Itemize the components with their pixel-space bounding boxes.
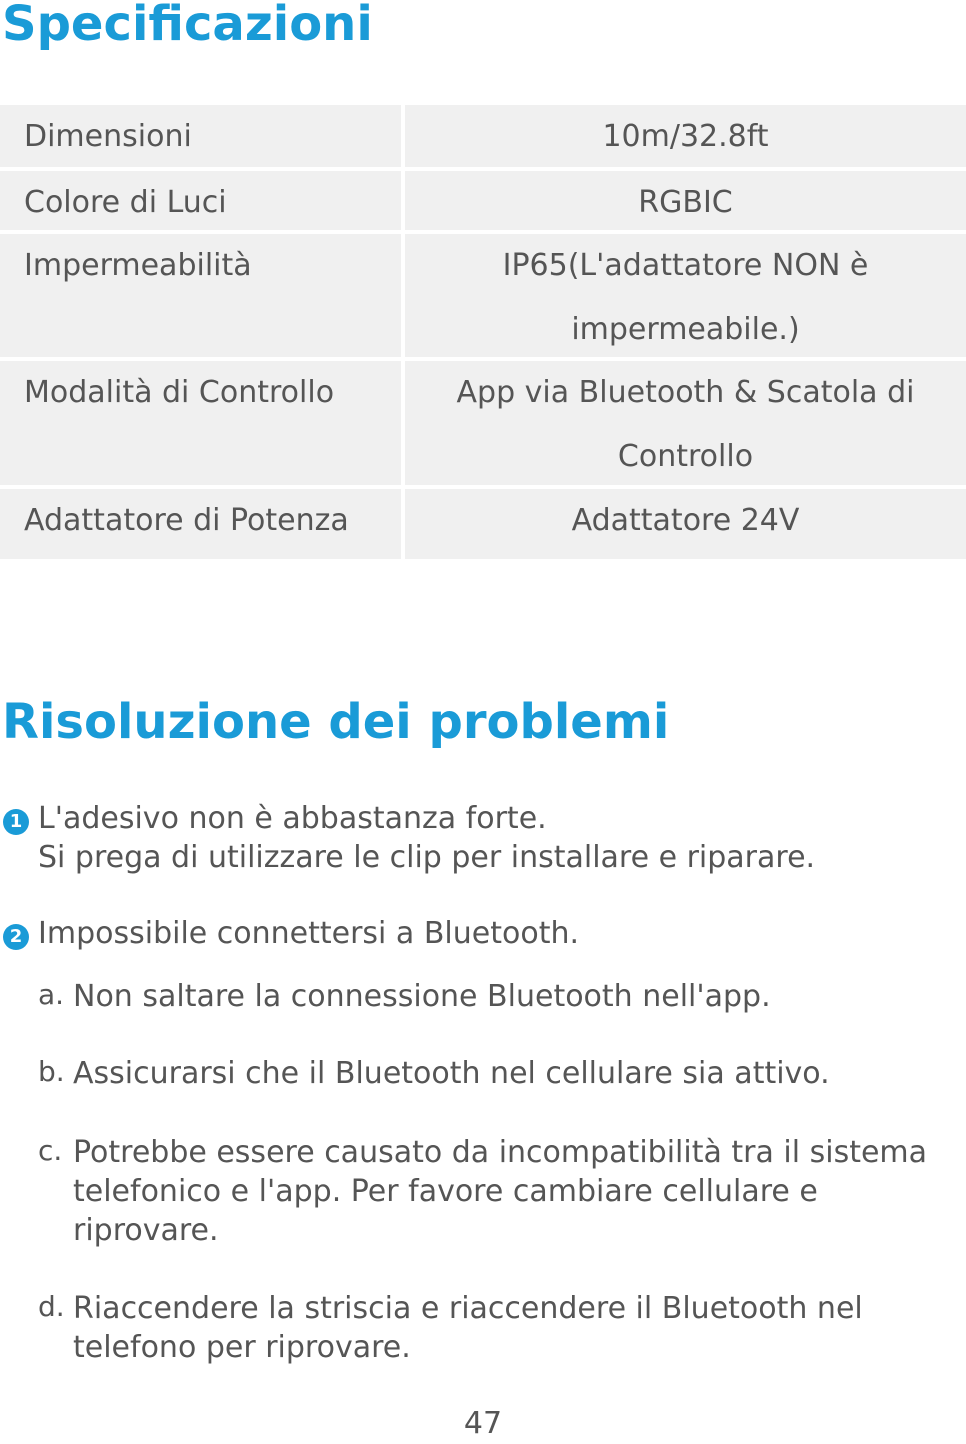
spec-row-control-mode: [0, 361, 966, 485]
subitem-letter: c.: [38, 1134, 63, 1167]
number-badge: 1: [3, 809, 29, 835]
subitem-text: Potrebbe essere causato da incompatibilità tra il sistema telefonico e l'app. Per favore cambiare cellulare e riprovare.: [73, 1135, 928, 1248]
subitem-letter: b.: [38, 1055, 65, 1088]
troubleshooting-heading: Risoluzione dei problemi: [2, 694, 670, 750]
spec-label: Dimensioni: [0, 105, 401, 167]
spec-row-dimensions: [0, 105, 966, 167]
issue-title: L'adesivo non è abbastanza forte.: [38, 801, 547, 836]
subitem-letter: a.: [38, 978, 65, 1011]
spec-row-power-adapter: [0, 489, 966, 559]
issue-title: Impossibile connettersi a Bluetooth.: [38, 916, 580, 951]
spec-label: Adattatore di Potenza: [0, 489, 401, 559]
spec-value: App via Bluetooth & Scatola di Controllo: [405, 361, 966, 485]
spec-label: Colore di Luci: [0, 171, 401, 230]
subitem-text: Riaccendere la striscia e riaccendere il Bluetooth nel telefono per riprovare.: [73, 1291, 863, 1365]
spec-value: 10m/32.8ft: [405, 105, 966, 167]
issue-detail: Si prega di utilizzare le clip per installare e riparare.: [38, 840, 816, 875]
subitem-text: Assicurarsi che il Bluetooth nel cellulare sia attivo.: [73, 1056, 830, 1091]
specifications-heading: Specificazioni: [2, 0, 373, 52]
spec-value: RGBIC: [405, 171, 966, 230]
page-number: 47: [463, 1406, 503, 1441]
number-badge: 2: [3, 924, 29, 950]
spec-row-waterproof: [0, 234, 966, 357]
spec-value: IP65(L'adattatore NON è impermeabile.): [405, 234, 966, 357]
spec-row-light-color: [0, 171, 966, 230]
spec-value: Adattatore 24V: [405, 489, 966, 559]
spec-label: Impermeabilità: [0, 234, 401, 357]
subitem-text: Non saltare la connessione Bluetooth nell'app.: [73, 979, 771, 1014]
subitem-letter: d.: [38, 1290, 65, 1323]
specifications-table: [0, 105, 966, 563]
spec-label: Modalità di Controllo: [0, 361, 401, 485]
